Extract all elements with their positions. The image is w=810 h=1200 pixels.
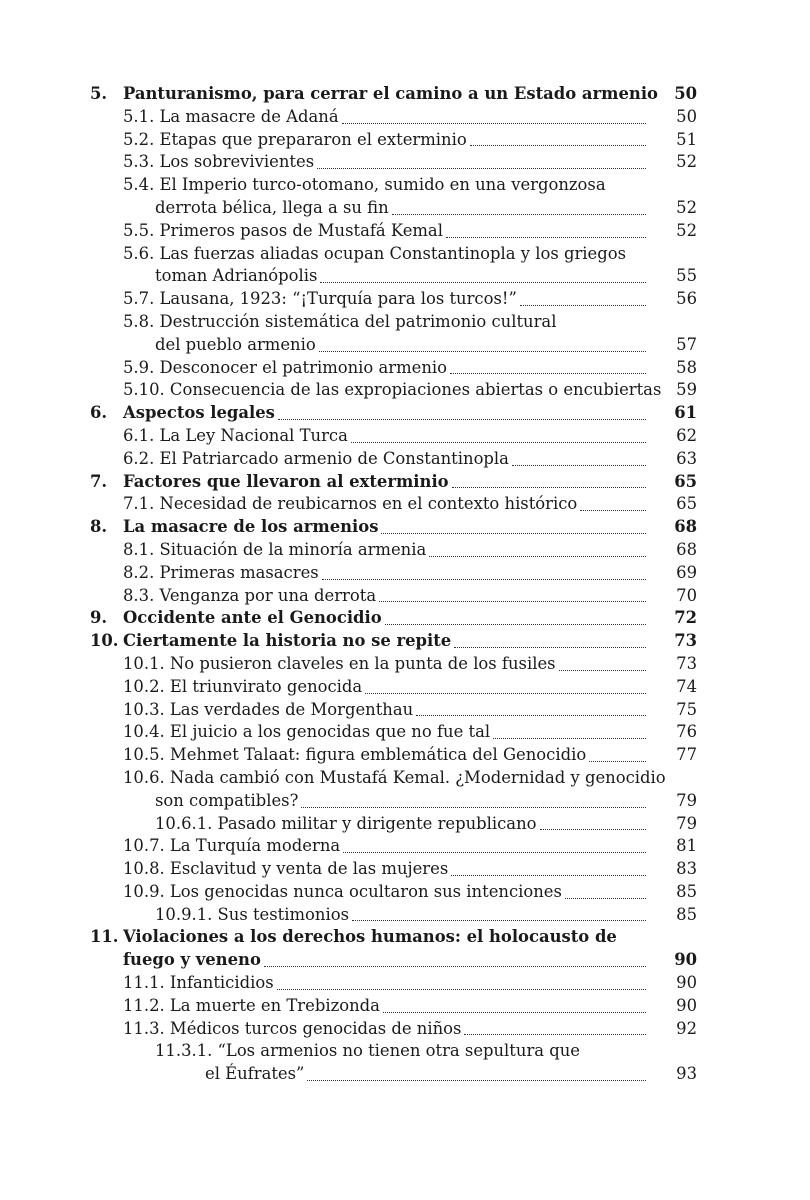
entry-line: [123, 744, 648, 767]
section-number: 6.: [90, 403, 108, 423]
toc-entry-continuation: [0, 790, 810, 813]
page-number: 55: [676, 266, 697, 286]
page-number: 65: [676, 494, 697, 514]
entry-title: 5.8. Destrucción sistemática del patrimonio cultural: [123, 311, 557, 331]
dot-leader: [565, 898, 646, 899]
toc-entry-continuation: [0, 949, 810, 972]
entry-line: [123, 311, 648, 334]
dot-leader: [342, 123, 646, 124]
entry-line: [155, 197, 648, 220]
toc-entry: [0, 471, 810, 494]
toc-entry: [0, 1040, 810, 1063]
section-number: 9.: [90, 608, 108, 628]
page-number: 61: [674, 403, 697, 423]
toc-entry: [0, 972, 810, 995]
section-number: 7.: [90, 471, 108, 491]
entry-title: 5.6. Las fuerzas aliadas ocupan Constantinopla y los griegos: [123, 243, 627, 263]
page-number: 77: [676, 745, 697, 765]
page-number: 58: [676, 357, 697, 377]
entry-line: [123, 1018, 648, 1041]
entry-title: 6.1. La Ley Nacional Turca: [123, 425, 348, 445]
page-number: 50: [676, 106, 697, 126]
entry-line: [123, 972, 648, 995]
entry-title-continued: derrota bélica, llega a su fin: [155, 197, 389, 217]
toc-entry: [0, 106, 810, 129]
dot-leader: [264, 966, 646, 967]
page-number: 68: [676, 539, 697, 559]
entry-line: [123, 174, 648, 197]
page-number: 79: [676, 790, 697, 810]
section-number: 5.: [90, 84, 108, 103]
toc-entry: [0, 243, 810, 266]
entry-line: [123, 220, 648, 243]
toc-entry: [0, 516, 810, 539]
entry-line: [123, 858, 648, 881]
page-number: 63: [676, 448, 697, 468]
entry-title: 6.2. El Patriarcado armenio de Constantinopla: [123, 448, 509, 468]
dot-leader: [322, 579, 646, 580]
dot-leader: [493, 738, 646, 739]
entry-title: Factores que llevaron al exterminio: [123, 471, 449, 491]
toc-entry: [0, 379, 810, 402]
dot-leader: [278, 419, 646, 420]
entry-line: [123, 151, 648, 174]
page-number: 85: [676, 904, 697, 924]
entry-line: [123, 379, 662, 402]
toc-entry: [0, 699, 810, 722]
entry-line: [123, 585, 648, 608]
page-number: 51: [676, 129, 697, 149]
dot-leader: [317, 168, 646, 169]
toc-entry-continuation: [0, 1063, 810, 1086]
toc-entry: [0, 585, 810, 608]
entry-title: Violaciones a los derechos humanos: el holocausto de: [123, 927, 617, 947]
dot-leader: [392, 214, 646, 215]
toc-entry-continuation: [0, 265, 810, 288]
toc-entry: [0, 425, 810, 448]
entry-title: 10.9. Los genocidas nunca ocultaron sus intenciones: [123, 881, 562, 901]
page-number: 73: [676, 653, 697, 673]
entry-line: [123, 949, 648, 972]
page-number: 76: [676, 722, 697, 742]
section-number: 8.: [90, 517, 108, 537]
dot-leader: [470, 145, 646, 146]
page-number: 83: [676, 859, 697, 879]
entry-line: [123, 721, 648, 744]
page-number: 68: [674, 517, 697, 537]
dot-leader: [446, 237, 646, 238]
dot-leader: [450, 373, 646, 374]
page-number: 81: [676, 836, 697, 856]
entry-title: 5.10. Consecuencia de las expropiaciones abiertas o encubiertas: [123, 380, 662, 400]
entry-title: 10.8. Esclavitud y venta de las mujeres: [123, 859, 449, 879]
page-number: 72: [674, 608, 697, 628]
entry-title-continued: toman Adrianópolis: [155, 266, 318, 286]
dot-leader: [351, 442, 646, 443]
entry-line: [123, 767, 666, 790]
toc-entry-continuation: [0, 197, 810, 220]
dot-leader: [452, 487, 646, 488]
section-number: 10.: [90, 631, 119, 651]
dot-leader: [540, 829, 646, 830]
entry-title-continued: el Éufrates”: [205, 1064, 305, 1084]
page-number: 73: [674, 631, 697, 651]
section-number: 11.: [90, 927, 119, 947]
entry-title: 10.9.1. Sus testimonios: [155, 904, 349, 924]
dot-leader: [343, 852, 646, 853]
entry-line: [123, 83, 658, 106]
dot-leader: [512, 465, 646, 466]
toc-entry: [0, 904, 810, 927]
toc-entry: [0, 288, 810, 311]
toc-entry: [0, 311, 810, 334]
toc-entry: [0, 151, 810, 174]
toc-entry: [0, 402, 810, 425]
toc-entry: [0, 767, 810, 790]
toc-entry: [0, 858, 810, 881]
dot-leader: [352, 920, 646, 921]
entry-line: [155, 813, 648, 836]
entry-title: 11.1. Infanticidios: [123, 973, 274, 993]
entry-title: 5.7. Lausana, 1923: “¡Turquía para los turcos!”: [123, 289, 517, 309]
dot-leader: [307, 1080, 646, 1081]
dot-leader: [381, 533, 646, 534]
toc-entry: [0, 721, 810, 744]
toc-entry: [0, 1018, 810, 1041]
entry-title: Occidente ante el Genocidio: [123, 608, 382, 628]
entry-title: 8.2. Primeras masacres: [123, 562, 319, 582]
page-number: 52: [676, 152, 697, 172]
page-number: 52: [676, 197, 697, 217]
toc-entry: [0, 813, 810, 836]
entry-title: 5.3. Los sobrevivientes: [123, 152, 315, 172]
dot-leader: [559, 670, 646, 671]
page-number: 57: [676, 334, 697, 354]
page-number: 90: [676, 973, 697, 993]
entry-title: 10.6.1. Pasado militar y dirigente republicano: [155, 813, 537, 833]
entry-title: 5.1. La masacre de Adaná: [123, 106, 339, 126]
dot-leader: [277, 989, 646, 990]
entry-line: [123, 106, 648, 129]
entry-line: [123, 357, 648, 380]
dot-leader: [454, 647, 646, 648]
toc-entry: [0, 881, 810, 904]
entry-title: Aspectos legales: [123, 403, 275, 423]
entry-line: [123, 448, 648, 471]
dot-leader: [320, 282, 646, 283]
toc-entry: [0, 653, 810, 676]
dot-leader: [589, 761, 646, 762]
dot-leader: [301, 807, 646, 808]
entry-line: [123, 516, 648, 539]
entry-line: [123, 129, 648, 152]
toc-entry: [0, 220, 810, 243]
entry-title: 11.2. La muerte en Trebizonda: [123, 995, 380, 1015]
entry-line: [123, 288, 648, 311]
entry-title: Ciertamente la historia no se repite: [123, 631, 452, 651]
dot-leader: [520, 305, 646, 306]
toc-entry: [0, 926, 810, 949]
entry-title: 7.1. Necesidad de reubicarnos en el contexto histórico: [123, 494, 578, 514]
entry-line: [123, 699, 648, 722]
entry-line: [123, 881, 648, 904]
entry-line: [123, 243, 648, 266]
page-number: 65: [674, 471, 697, 491]
toc-entry: [0, 129, 810, 152]
entry-title: Panturanismo, para cerrar el camino a un Estado armenio: [123, 84, 658, 103]
toc-entry: [0, 448, 810, 471]
entry-line: [155, 1040, 648, 1063]
toc-entry: [0, 539, 810, 562]
page-number: 52: [676, 220, 697, 240]
entry-line: [123, 630, 648, 653]
page-number: 90: [674, 950, 697, 970]
toc-entry: [0, 83, 810, 106]
toc-entry: [0, 174, 810, 197]
page-number: 56: [676, 289, 697, 309]
entry-title: 10.6. Nada cambió con Mustafá Kemal. ¿Modernidad y genocidio: [123, 767, 666, 787]
toc-entry: [0, 607, 810, 630]
toc-entry: [0, 493, 810, 516]
entry-title: 5.5. Primeros pasos de Mustafá Kemal: [123, 220, 443, 240]
page-number: 69: [676, 562, 697, 582]
entry-title: 5.4. El Imperio turco-otomano, sumido en una vergonzosa: [123, 175, 606, 195]
toc-entry: [0, 357, 810, 380]
entry-line: [155, 904, 648, 927]
entry-title: 10.7. La Turquía moderna: [123, 836, 341, 856]
entry-title: 11.3.1. “Los armenios no tienen otra sepultura que: [155, 1041, 581, 1061]
entry-line: [123, 539, 648, 562]
entry-line: [123, 402, 648, 425]
entry-title: 10.4. El juicio a los genocidas que no fue tal: [123, 722, 491, 742]
toc-entry-continuation: [0, 334, 810, 357]
entry-title: 5.9. Desconocer el patrimonio armenio: [123, 357, 448, 377]
dot-leader: [416, 715, 646, 716]
page-number: 62: [676, 425, 697, 445]
toc-entry: [0, 835, 810, 858]
entry-title: 5.2. Etapas que prepararon el exterminio: [123, 129, 467, 149]
dot-leader: [379, 601, 646, 602]
entry-title: 8.3. Venganza por una derrota: [123, 585, 377, 605]
entry-line: [123, 425, 648, 448]
entry-title: 8.1. Situación de la minoría armenia: [123, 539, 427, 559]
entry-title: 10.2. El triunvirato genocida: [123, 676, 363, 696]
toc-entry: [0, 562, 810, 585]
page-number: 79: [676, 813, 697, 833]
entry-line: [155, 334, 648, 357]
dot-leader: [319, 351, 646, 352]
dot-leader: [464, 1034, 646, 1035]
dot-leader: [580, 510, 646, 511]
page-number: 70: [676, 585, 697, 605]
entry-line: [123, 562, 648, 585]
entry-title-continued: fuego y veneno: [123, 950, 261, 970]
toc-entry: [0, 744, 810, 767]
entry-line: [123, 653, 648, 676]
page-number: 59: [676, 380, 697, 400]
page-number: 92: [676, 1018, 697, 1038]
toc-entry: [0, 676, 810, 699]
dot-leader: [429, 556, 646, 557]
entry-line: [123, 607, 648, 630]
dot-leader: [451, 875, 646, 876]
entry-line: [123, 926, 648, 949]
page-number: 90: [676, 995, 697, 1015]
entry-title-continued: son compatibles?: [155, 790, 299, 810]
entry-title: 10.1. No pusieron claveles en la punta de los fusiles: [123, 653, 556, 673]
toc-entry: [0, 995, 810, 1018]
entry-title-continued: del pueblo armenio: [155, 334, 316, 354]
entry-line: [155, 265, 648, 288]
dot-leader: [365, 693, 646, 694]
entry-line: [123, 835, 648, 858]
entry-line: [123, 676, 648, 699]
entry-title: 10.5. Mehmet Talaat: figura emblemática del Genocidio: [123, 745, 587, 765]
entry-title: La masacre de los armenios: [123, 517, 379, 537]
page-number: 75: [676, 699, 697, 719]
page-number: 74: [676, 676, 697, 696]
dot-leader: [383, 1012, 646, 1013]
entry-title: 10.3. Las verdades de Morgenthau: [123, 699, 414, 719]
entry-line: [123, 995, 648, 1018]
entry-line: [155, 790, 648, 813]
page-number: 50: [674, 84, 697, 103]
dot-leader: [385, 624, 646, 625]
entry-line: [123, 471, 648, 494]
toc-entry: [0, 630, 810, 653]
entry-line: [205, 1063, 648, 1086]
page-number: 93: [676, 1064, 697, 1084]
page-number: 85: [676, 881, 697, 901]
entry-title: 11.3. Médicos turcos genocidas de niños: [123, 1018, 462, 1038]
table-of-contents: [0, 83, 810, 1086]
entry-line: [123, 493, 648, 516]
